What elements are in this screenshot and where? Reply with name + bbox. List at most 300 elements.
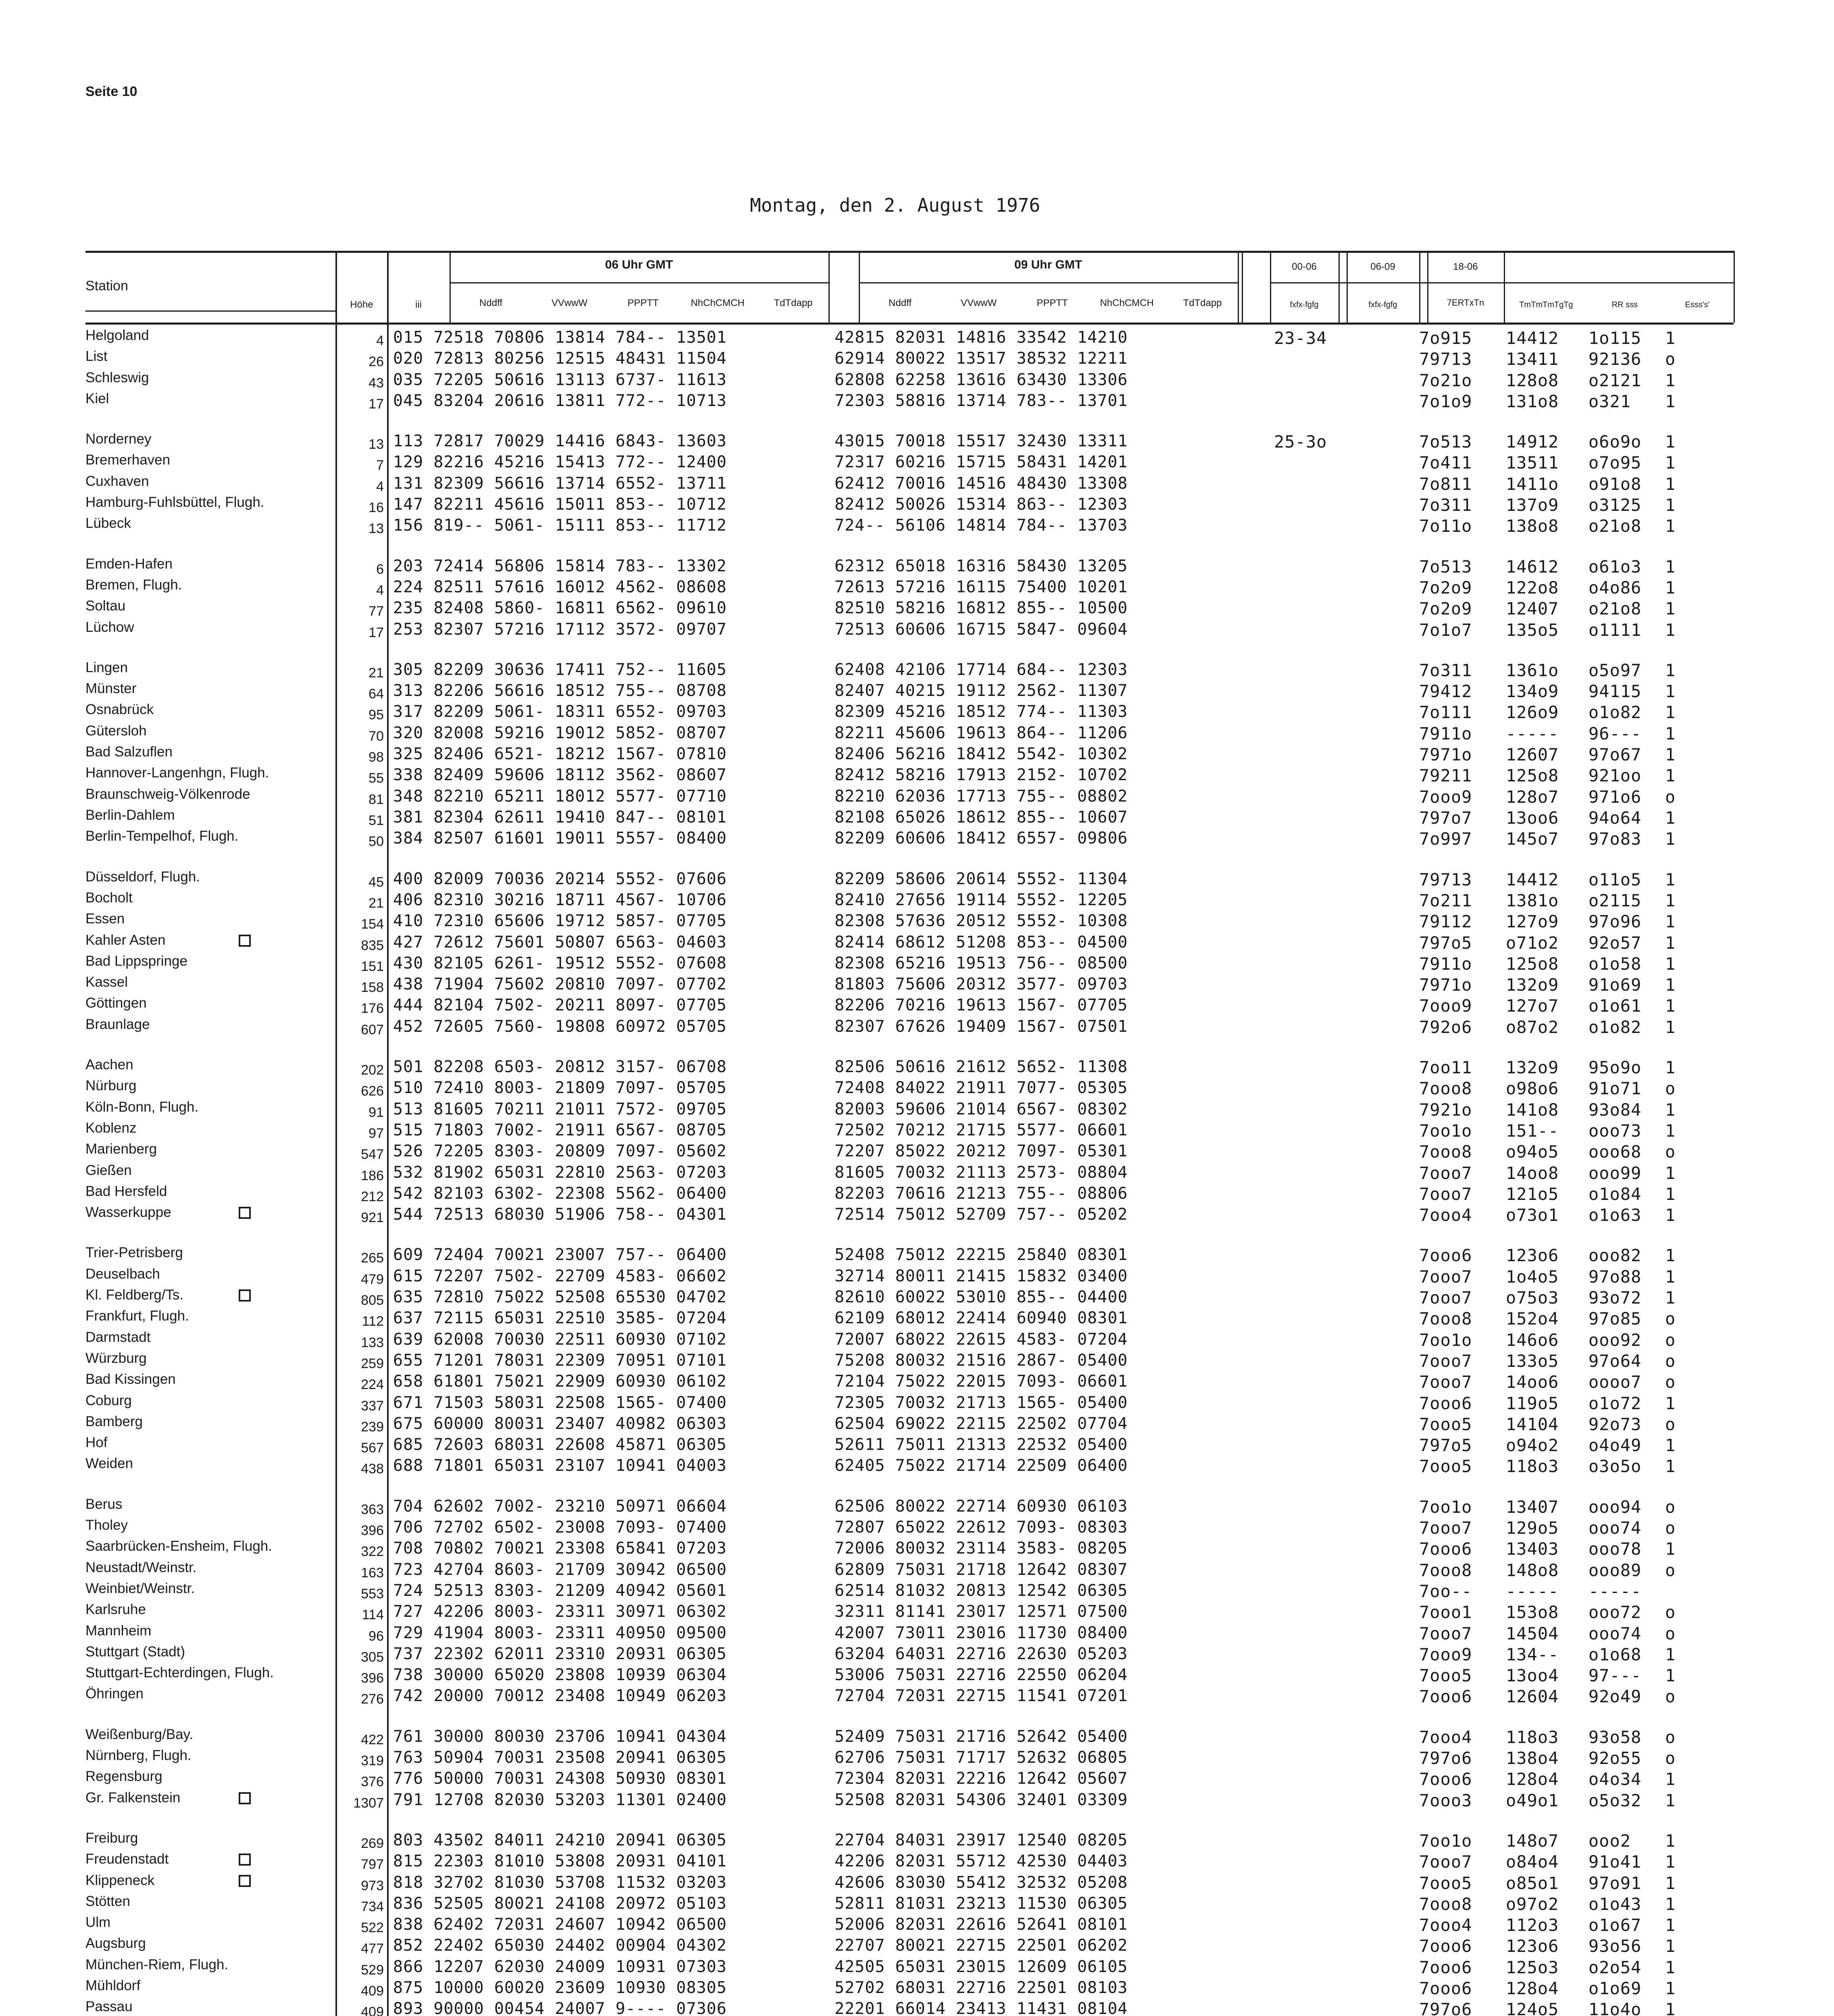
temp-group: 1o4o5: [1506, 1267, 1559, 1287]
box-icon: [239, 1207, 251, 1219]
snow-flag: o: [1665, 1602, 1676, 1622]
obs-06-uhr: 723 42704 8603- 21709 30942 06500: [393, 1560, 727, 1579]
obs-09-uhr: 62109 68012 22414 60940 08301: [835, 1309, 1128, 1327]
extreme-temp: 79112: [1419, 912, 1472, 931]
extreme-temp: 7ooo8: [1419, 1894, 1472, 1914]
station-name: Freiburg: [85, 1830, 138, 1846]
precip-group: ooo73: [1588, 1121, 1642, 1141]
precip-group: 97---: [1588, 1666, 1642, 1685]
obs-06-uhr: 510 72410 8003- 21809 7097- 05705: [393, 1079, 727, 1097]
obs-06-uhr: 704 62602 7002- 23210 50971 06604: [393, 1497, 727, 1516]
table-row: [0, 1768, 1834, 1789]
station-height: 114: [362, 1607, 384, 1622]
snow-flag: 1: [1665, 1058, 1676, 1077]
table-row: [0, 1686, 1834, 1707]
extreme-temp: 7oo--: [1419, 1581, 1472, 1601]
station-height: 322: [361, 1544, 384, 1559]
station-name: Düsseldorf, Flugh.: [85, 869, 200, 885]
temp-group: o87o2: [1506, 1017, 1559, 1037]
precip-group: ooo68: [1588, 1142, 1642, 1162]
station-height: 276: [361, 1691, 384, 1707]
temp-group: 12607: [1506, 745, 1559, 764]
extreme-temp: 797o5: [1419, 1435, 1472, 1455]
header-span-06-09: 06-09: [1370, 261, 1395, 272]
obs-09-uhr: 72807 65022 22612 7093- 08303: [835, 1518, 1128, 1537]
precip-group: ooo72: [1588, 1602, 1642, 1622]
table-row: [0, 660, 1834, 681]
station-height: 64: [368, 686, 384, 702]
extreme-temp: 79211: [1419, 766, 1472, 785]
temp-group: 145o7: [1506, 829, 1559, 849]
obs-09-uhr: 62506 80022 22714 60930 06103: [835, 1497, 1128, 1516]
obs-09-uhr: 82203 70616 21213 755-- 08806: [835, 1184, 1128, 1203]
extreme-temp: 7ooo9: [1419, 787, 1472, 807]
temp-group: 129o5: [1506, 1518, 1559, 1538]
station-height: 337: [361, 1398, 384, 1414]
extreme-temp: 79713: [1419, 870, 1472, 889]
extreme-temp: 7ooo6: [1419, 1979, 1472, 1998]
precip-group: oooo7: [1588, 1372, 1642, 1392]
table-row: [0, 619, 1834, 640]
header-09-col-5: TdTdapp: [1183, 298, 1222, 308]
box-icon: [239, 935, 251, 947]
obs-06-uhr: 501 82208 6503- 20812 3157- 06708: [393, 1058, 727, 1076]
table-row: [0, 1414, 1834, 1435]
temp-group: 124o5: [1506, 1999, 1559, 2016]
station-name: Berus: [85, 1496, 123, 1512]
temp-group: 112o3: [1506, 1915, 1559, 1935]
extreme-temp: 7ooo6: [1419, 1936, 1472, 1956]
station-name: Essen: [85, 911, 125, 927]
station-name: Nürnberg, Flugh.: [85, 1747, 192, 1763]
table-row: [0, 515, 1834, 536]
station-name: Karlsruhe: [85, 1602, 146, 1617]
station-height: 734: [361, 1899, 384, 1914]
snow-flag: 1: [1665, 1645, 1676, 1664]
table-row: [0, 1978, 1834, 1999]
station-height: 4: [376, 479, 384, 494]
obs-06-uhr: 113 72817 70029 14416 6843- 13603: [393, 432, 727, 450]
temp-group: 138o4: [1506, 1748, 1559, 1768]
temp-group: 134--: [1506, 1645, 1559, 1664]
table-row: [0, 1204, 1834, 1225]
obs-06-uhr: 742 20000 70012 23408 10949 06203: [393, 1687, 727, 1705]
extreme-temp: 7911o: [1419, 724, 1472, 744]
snow-flag: o: [1665, 1142, 1676, 1162]
table-row: [0, 932, 1834, 953]
temp-group: 13407: [1506, 1497, 1559, 1517]
obs-09-uhr: 82210 62036 17713 755-- 08802: [835, 787, 1128, 806]
extreme-temp: 7911o: [1419, 954, 1472, 974]
table-row: [0, 1935, 1834, 1956]
table-row: [0, 494, 1834, 515]
station-name: Gr. Falkenstein: [85, 1790, 180, 1806]
obs-09-uhr: 52006 82031 22616 52641 08101: [835, 1915, 1128, 1934]
extreme-temp: 7ooo6: [1419, 1958, 1472, 1977]
station-height: 797: [361, 1857, 384, 1872]
header-06-col-1: Nddff: [479, 298, 502, 308]
extreme-temp: 7o513: [1419, 557, 1472, 577]
header-09-uhr: 09 Uhr GMT: [1014, 258, 1082, 271]
precip-group: 97o64: [1588, 1351, 1642, 1371]
obs-06-uhr: 513 81605 70211 21011 7572- 09705: [393, 1100, 727, 1118]
temp-group: 148o7: [1506, 1831, 1559, 1851]
obs-06-uhr: 203 72414 56806 15814 783-- 13302: [393, 557, 727, 575]
temp-group: 128o4: [1506, 1979, 1559, 1998]
table-row: [0, 1602, 1834, 1622]
temp-group: 137o9: [1506, 495, 1559, 515]
temp-group: 152o4: [1506, 1309, 1559, 1329]
precip-group: -----: [1588, 1581, 1642, 1601]
header-06-col-4: NhChCMCH: [691, 298, 745, 308]
obs-09-uhr: 72305 70032 21713 1565- 05400: [835, 1393, 1128, 1412]
temp-group: 12407: [1506, 599, 1559, 619]
temp-group: 151--: [1506, 1121, 1559, 1141]
table-row: [0, 1435, 1834, 1456]
header-station: Station: [85, 278, 128, 294]
precip-group: o21o8: [1588, 516, 1642, 536]
station-name: Trier-Petrisberg: [85, 1245, 183, 1260]
table-row: [0, 1016, 1834, 1037]
station-name: Coburg: [85, 1393, 132, 1408]
station-name: Gütersloh: [85, 723, 147, 739]
precip-group: 96---: [1588, 724, 1642, 744]
precip-group: ooo74: [1588, 1518, 1642, 1538]
snow-flag: 1: [1665, 495, 1676, 515]
station-height: 13: [368, 437, 384, 452]
temp-group: 1381o: [1506, 891, 1559, 910]
obs-09-uhr: 82206 70216 19613 1567- 07705: [835, 996, 1128, 1014]
obs-09-uhr: 81605 70032 21113 2573- 08804: [835, 1163, 1128, 1182]
snow-flag: 1: [1665, 660, 1676, 680]
table-row: [0, 1078, 1834, 1099]
precip-group: 93o72: [1588, 1288, 1642, 1308]
table-row: [0, 348, 1834, 369]
precip-group: o91o8: [1588, 474, 1642, 494]
extreme-temp: 7o211: [1419, 891, 1472, 910]
extreme-temp: 7ooo5: [1419, 1414, 1472, 1434]
table-row: [0, 1120, 1834, 1141]
precip-group: o6o9o: [1588, 432, 1642, 452]
obs-09-uhr: 82308 65216 19513 756-- 08500: [835, 954, 1128, 973]
extreme-temp: 7oo1o: [1419, 1121, 1472, 1141]
station-name: Nürburg: [85, 1078, 137, 1093]
obs-06-uhr: 706 72702 6502- 23008 7093- 07400: [393, 1518, 727, 1537]
table-row: [0, 1057, 1834, 1078]
station-name: Kahler Asten: [85, 932, 165, 948]
obs-09-uhr: 72408 84022 21911 7077- 05305: [835, 1079, 1128, 1097]
station-height: 4: [376, 333, 384, 348]
extreme-temp: 7ooo6: [1419, 1769, 1472, 1789]
precip-group: o2o54: [1588, 1958, 1642, 1977]
station-height: 319: [361, 1753, 384, 1768]
extreme-temp: 7o2o9: [1419, 578, 1472, 598]
obs-09-uhr: 32311 81141 23017 12571 07500: [835, 1602, 1128, 1621]
obs-09-uhr: 82307 67626 19409 1567- 07501: [835, 1017, 1128, 1036]
snow-flag: 1: [1665, 620, 1676, 640]
snow-flag: o: [1665, 1497, 1676, 1517]
gust-00-06: 25-3o: [1274, 432, 1327, 452]
precip-group: 94o64: [1588, 808, 1642, 828]
station-name: Würzburg: [85, 1350, 147, 1366]
station-name: Gießen: [85, 1162, 132, 1178]
table-row: [0, 556, 1834, 577]
obs-09-uhr: 72007 68022 22615 4583- 07204: [835, 1330, 1128, 1349]
extreme-temp: 7o997: [1419, 829, 1472, 849]
obs-06-uhr: 035 72205 50616 13113 6737- 11613: [393, 371, 727, 389]
extreme-temp: 7ooo4: [1419, 1205, 1472, 1225]
station-name: Koblenz: [85, 1120, 137, 1136]
temp-group: 127o9: [1506, 912, 1559, 931]
table-row: [0, 1287, 1834, 1308]
temp-group: 14612: [1506, 557, 1559, 577]
precip-group: o11o5: [1588, 870, 1642, 889]
table-row: [0, 995, 1834, 1016]
station-name: Göttingen: [85, 995, 147, 1011]
station-height: 1307: [353, 1795, 384, 1811]
station-name: Soltau: [85, 598, 126, 614]
table-row: [0, 1830, 1834, 1851]
precip-group: 971o6: [1588, 787, 1642, 807]
extreme-temp: 7o411: [1419, 453, 1472, 473]
station-height: 95: [368, 707, 384, 723]
snow-flag: o: [1665, 1079, 1676, 1098]
extreme-temp: 797o6: [1419, 1999, 1472, 2016]
temp-group: o94o5: [1506, 1142, 1559, 1162]
precip-group: 1o115: [1588, 328, 1642, 348]
obs-06-uhr: 803 43502 84011 24210 20941 06305: [393, 1831, 727, 1849]
extreme-temp: 7ooo9: [1419, 996, 1472, 1016]
snow-flag: 1: [1665, 724, 1676, 744]
station-height: 112: [362, 1314, 384, 1329]
temp-group: 128o4: [1506, 1769, 1559, 1789]
table-row: [0, 974, 1834, 995]
station-height: 607: [361, 1022, 384, 1037]
extreme-temp: 7ooo1: [1419, 1602, 1472, 1622]
obs-09-uhr: 22707 80021 22715 22501 06202: [835, 1936, 1128, 1955]
extreme-temp: 7ooo9: [1419, 1645, 1472, 1664]
snow-flag: 1: [1665, 1121, 1676, 1141]
station-height: 224: [361, 1377, 384, 1392]
obs-06-uhr: 639 62008 70030 22511 60930 07102: [393, 1330, 727, 1349]
obs-06-uhr: 776 50000 70031 24308 50930 08301: [393, 1769, 727, 1788]
obs-09-uhr: 82410 27656 19114 5552- 12205: [835, 891, 1128, 909]
obs-09-uhr: 82506 50616 21612 5652- 11308: [835, 1058, 1128, 1076]
page-number: Seite 10: [85, 84, 137, 99]
snow-flag: o: [1665, 1330, 1676, 1350]
extreme-temp: 7oo1o: [1419, 1330, 1472, 1350]
obs-09-uhr: 82610 60022 53010 855-- 04400: [835, 1288, 1128, 1306]
station-name: Berlin-Tempelhof, Flugh.: [85, 828, 239, 844]
station-name: Lüchow: [85, 619, 134, 635]
table-row: [0, 1099, 1834, 1120]
station-name: Köln-Bonn, Flugh.: [85, 1099, 199, 1115]
station-height: 522: [361, 1920, 384, 1935]
snow-flag: o: [1665, 1518, 1676, 1538]
precip-group: ooo82: [1588, 1245, 1642, 1265]
obs-06-uhr: 515 71803 7002- 21911 6567- 08705: [393, 1121, 727, 1139]
table-row: [0, 1872, 1834, 1893]
station-name: Helgoland: [85, 327, 149, 343]
precip-group: o2115: [1588, 891, 1642, 910]
obs-06-uhr: 253 82307 57216 17112 3572- 09707: [393, 620, 727, 639]
obs-09-uhr: 62504 69022 22115 22502 07704: [835, 1414, 1128, 1433]
obs-06-uhr: 838 62402 72031 24607 10942 06500: [393, 1915, 727, 1934]
obs-06-uhr: 348 82210 65211 18012 5577- 07710: [393, 787, 727, 806]
extreme-temp: 797o7: [1419, 808, 1472, 828]
temp-group: 121o5: [1506, 1184, 1559, 1204]
obs-09-uhr: 42815 82031 14816 33542 14210: [835, 328, 1128, 347]
obs-06-uhr: 406 82310 30216 18711 4567- 10706: [393, 891, 727, 909]
precip-group: 91o71: [1588, 1079, 1642, 1098]
precip-group: o1o58: [1588, 954, 1642, 974]
station-name: Hof: [85, 1435, 108, 1450]
obs-06-uhr: 131 82309 56616 13714 6552- 13711: [393, 474, 727, 493]
snow-flag: 1: [1665, 432, 1676, 452]
precip-group: ooo99: [1588, 1163, 1642, 1183]
obs-09-uhr: 72514 75012 52709 757-- 05202: [835, 1205, 1128, 1224]
obs-06-uhr: 658 61801 75021 22909 60930 06102: [393, 1372, 727, 1391]
table-row: [0, 1851, 1834, 1872]
table-row: [0, 1581, 1834, 1602]
table-row: [0, 1183, 1834, 1204]
station-name: Augsburg: [85, 1935, 146, 1951]
station-name: Marienberg: [85, 1141, 157, 1157]
table-row: [0, 1644, 1834, 1665]
temp-group: 132o9: [1506, 975, 1559, 995]
snow-flag: 1: [1665, 1456, 1676, 1476]
table-row: [0, 1560, 1834, 1581]
table-row: [0, 1517, 1834, 1538]
extreme-temp: 7o21o: [1419, 371, 1472, 390]
extreme-temp: 7ooo5: [1419, 1873, 1472, 1893]
extreme-temp: 7ooo4: [1419, 1727, 1472, 1747]
obs-09-uhr: 82108 65026 18612 855-- 10607: [835, 808, 1128, 827]
precip-group: 97o83: [1588, 829, 1642, 849]
obs-06-uhr: 224 82511 57616 16012 4562- 08608: [393, 578, 727, 596]
temp-group: 14412: [1506, 870, 1559, 889]
precip-group: o1o82: [1588, 1017, 1642, 1037]
table-row: [0, 744, 1834, 765]
station-height: 151: [361, 959, 384, 974]
box-icon: [239, 1792, 251, 1804]
extreme-temp: 7ooo5: [1419, 1456, 1472, 1476]
station-name: Schleswig: [85, 370, 149, 385]
precip-group: 92o55: [1588, 1748, 1642, 1768]
temp-group: 13511: [1506, 453, 1559, 473]
obs-09-uhr: 82308 57636 20512 5552- 10308: [835, 912, 1128, 930]
extreme-temp: 7ooo8: [1419, 1309, 1472, 1329]
table-row: [0, 1790, 1834, 1811]
snow-flag: o: [1665, 349, 1676, 369]
snow-flag: 1: [1665, 766, 1676, 785]
obs-06-uhr: 615 72207 7502- 22709 4583- 06602: [393, 1267, 727, 1285]
snow-flag: 1: [1665, 1163, 1676, 1183]
obs-09-uhr: 62914 80022 13517 38532 12211: [835, 349, 1128, 368]
snow-flag: o: [1665, 1414, 1676, 1434]
box-icon: [239, 1875, 251, 1887]
obs-09-uhr: 72317 60216 15715 58431 14201: [835, 453, 1128, 471]
station-height: 21: [368, 665, 384, 681]
obs-06-uhr: 235 82408 5860- 16811 6562- 09610: [393, 599, 727, 617]
obs-06-uhr: 737 22302 62011 23310 20931 06305: [393, 1645, 727, 1663]
extreme-temp: 7971o: [1419, 975, 1472, 995]
station-height: 45: [368, 875, 384, 890]
temp-group: o75o3: [1506, 1288, 1559, 1308]
table-row: [0, 452, 1834, 473]
obs-09-uhr: 82211 45606 19613 864-- 11206: [835, 724, 1128, 742]
header-hoehe: Höhe: [350, 299, 373, 310]
snow-flag: 1: [1665, 1666, 1676, 1685]
temp-group: 14oo8: [1506, 1163, 1559, 1183]
station-height: 376: [361, 1774, 384, 1789]
snow-flag: 1: [1665, 1267, 1676, 1287]
snow-flag: 1: [1665, 371, 1676, 390]
snow-flag: o: [1665, 1624, 1676, 1643]
temp-group: 122o8: [1506, 578, 1559, 598]
snow-flag: 1: [1665, 912, 1676, 931]
obs-09-uhr: 72006 80032 23114 3583- 08205: [835, 1539, 1128, 1558]
obs-06-uhr: 761 30000 80030 23706 10941 04304: [393, 1727, 727, 1746]
temp-group: 13411: [1506, 349, 1559, 369]
precip-group: o1o72: [1588, 1393, 1642, 1413]
obs-06-uhr: 635 72810 75022 52508 65530 04702: [393, 1288, 727, 1306]
obs-06-uhr: 688 71801 65031 23107 10941 04003: [393, 1456, 727, 1475]
station-name: Emden-Hafen: [85, 556, 173, 572]
temp-group: 125o3: [1506, 1958, 1559, 1977]
extreme-temp: 7oo1o: [1419, 1831, 1472, 1851]
obs-09-uhr: 62312 65018 16316 58430 13205: [835, 557, 1128, 575]
obs-06-uhr: 532 81902 65031 22810 2563- 07203: [393, 1163, 727, 1182]
header-span-18-06: 18-06: [1453, 261, 1478, 272]
precip-group: ooo74: [1588, 1624, 1642, 1643]
station-name: Bremerhaven: [85, 452, 171, 468]
snow-flag: 1: [1665, 1852, 1676, 1872]
obs-06-uhr: 430 82105 6261- 19512 5552- 07608: [393, 954, 727, 973]
obs-06-uhr: 675 60000 80031 23407 40982 06303: [393, 1414, 727, 1433]
table-row: [0, 890, 1834, 911]
precip-group: 91o41: [1588, 1852, 1642, 1872]
precip-group: 97o88: [1588, 1267, 1642, 1287]
station-name: Bocholt: [85, 890, 133, 906]
precip-group: o321: [1588, 392, 1631, 411]
snow-flag: 1: [1665, 1205, 1676, 1225]
table-row: [0, 1914, 1834, 1935]
header-iii: iii: [415, 299, 422, 310]
temp-group: 126o9: [1506, 702, 1559, 722]
station-height: 7: [376, 458, 384, 473]
snow-flag: 1: [1665, 702, 1676, 722]
station-height: 567: [361, 1440, 384, 1456]
obs-09-uhr: 32714 80011 21415 15832 03400: [835, 1267, 1128, 1285]
precip-group: o21o8: [1588, 599, 1642, 619]
precip-group: o5o97: [1588, 660, 1642, 680]
obs-06-uhr: 325 82406 6521- 18212 1567- 07810: [393, 745, 727, 763]
snow-flag: o: [1665, 1309, 1676, 1329]
precip-group: ooo94: [1588, 1497, 1642, 1517]
precip-group: 92136: [1588, 349, 1642, 369]
obs-09-uhr: 82412 58216 17913 2152- 10702: [835, 766, 1128, 784]
station-height: 269: [361, 1836, 384, 1851]
station-name: Deuselbach: [85, 1266, 160, 1282]
station-name: Bad Salzuflen: [85, 744, 173, 760]
station-height: 305: [361, 1649, 384, 1665]
obs-06-uhr: 020 72813 80256 12515 48431 11504: [393, 349, 727, 368]
table-row: [0, 1266, 1834, 1287]
precip-group: ooo92: [1588, 1330, 1642, 1350]
station-name: Darmstadt: [85, 1329, 151, 1345]
extreme-temp: 7oo11: [1419, 1058, 1472, 1077]
